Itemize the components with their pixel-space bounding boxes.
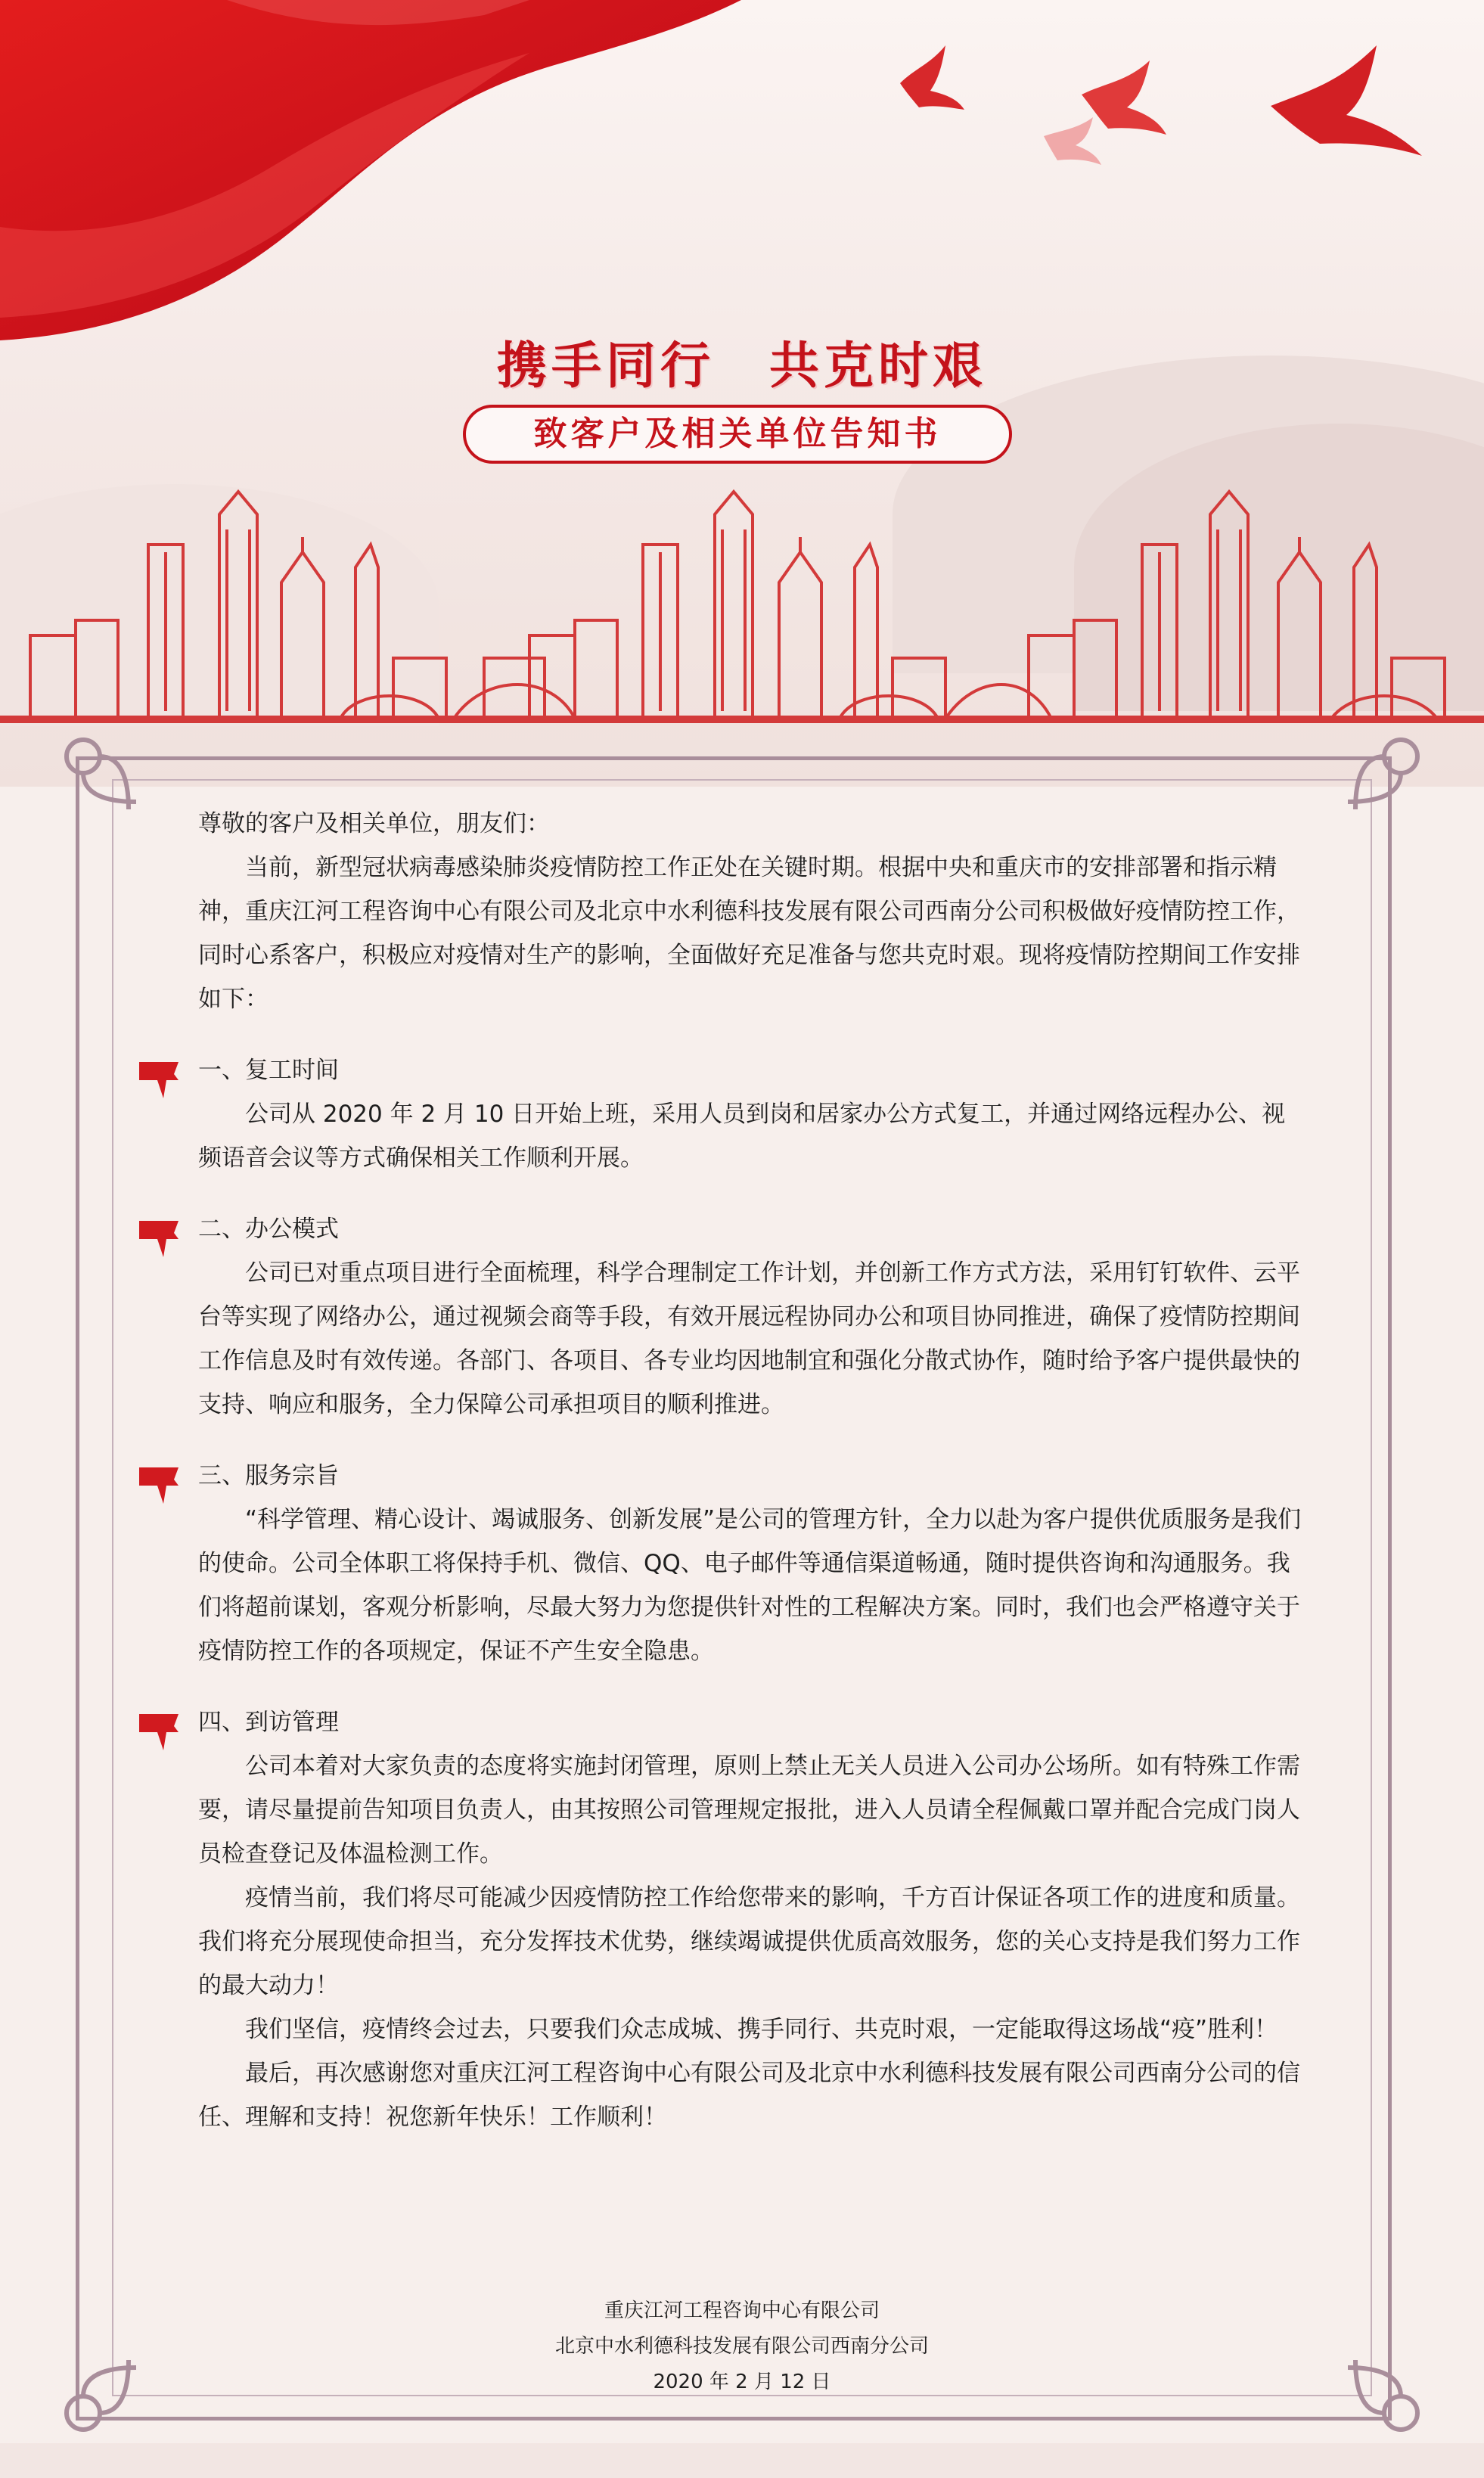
- signature-date: 2020 年 2 月 12 日: [653, 2371, 831, 2393]
- page-title: 携手同行 共克时艰: [497, 337, 987, 395]
- intro-paragraph: 当前，新型冠状病毒感染肺炎疫情防控工作正处在关键时期。根据中央和重庆市的安排部署和指示精神，重庆江河工程咨询中心有限公司及北京中水利德科技发展有限公司西南分公司积极做好疫情防控工作，同时心系客户，积极应对疫情对生产的影响，全面做好充足准备与您共克时艰。现将疫情防控期间工作安排如下：: [198, 854, 1300, 1013]
- frame-ornament-icon: [1340, 726, 1431, 817]
- red-flag-bullet-icon: [136, 1463, 182, 1505]
- red-flag-graphic: [0, 0, 741, 356]
- header-banner: [0, 0, 1484, 787]
- section-title: 一、复工时间: [198, 1057, 339, 1084]
- section-visitor-management: [198, 1700, 1302, 1876]
- section-body: 公司从 2020 年 2 月 10 日开始上班，采用人员到岗和居家办公方式复工，并通过网络远程办公、视频语音会议等方式确保相关工作顺利开展。: [198, 1101, 1286, 1172]
- footer-strip: [0, 2443, 1484, 2478]
- closing-paragraph: 我们坚信，疫情终会过去，只要我们众志成城、携手同行、共克时艰，一定能取得这场战“疫”胜利！: [245, 2016, 1278, 2043]
- red-flag-bullet-icon: [136, 1057, 182, 1100]
- frame-ornament-icon: [53, 726, 144, 817]
- doves-graphic: [877, 23, 1452, 174]
- section-office-mode: [198, 1207, 1302, 1427]
- section-body: 公司本着对大家负责的态度将实施封闭管理，原则上禁止无关人员进入公司办公场所。如有特殊工作需要，请尽量提前告知项目负责人，由其按照公司管理规定报批，进入人员请全程佩戴口罩并配合完成门岗人员检查登记及体温检测工作。: [198, 1753, 1300, 1868]
- red-flag-bullet-icon: [136, 1709, 182, 1752]
- section-body: “科学管理、精心设计、竭诚服务、创新发展”是公司的管理方针，全力以赴为客户提供优质服务是我们的使命。公司全体职工将保持手机、微信、QQ、电子邮件等通信渠道畅通，随时提供咨询和沟通服务。我们将超前谋划，客观分析影响，尽最大努力为您提供针对性的工程解决方案。同时，我们也会严格遵守关于疫情防控工作的各项规定，保证不产生安全隐患。: [198, 1506, 1302, 1665]
- section-title: 四、到访管理: [198, 1709, 339, 1736]
- section-work-resumption: [198, 1048, 1302, 1180]
- city-skyline-graphic: [0, 484, 1484, 734]
- section-service-purpose: [198, 1454, 1302, 1673]
- closing-paragraph: 最后，再次感谢您对重庆江河工程咨询中心有限公司及北京中水利德科技发展有限公司西南分公司的信任、理解和支持！祝您新年快乐！工作顺利！: [198, 2060, 1300, 2131]
- page-subtitle: 致客户及相关单位告知书: [463, 405, 1012, 464]
- closing-paragraph: 疫情当前，我们将尽可能减少因疫情防控工作给您带来的影响，千方百计保证各项工作的进度和质量。我们将充分展现使命担当，充分发挥技术优势，继续竭诚提供优质高效服务，您的关心支持是我们努力工作的最大动力！: [198, 1884, 1300, 1999]
- section-body: 公司已对重点项目进行全面梳理，科学合理制定工作计划，并创新工作方式方法，采用钉钉软件、云平台等实现了网络办公，通过视频会商等手段，有效开展远程协同办公和项目协同推进，确保了疫情防控期间工作信息及时有效传递。各部门、各项目、各专业均因地制宜和强化分散式协作，随时给予客户提供最快的支持、响应和服务，全力保障公司承担项目的顺利推进。: [198, 1259, 1300, 1418]
- red-flag-bullet-icon: [136, 1216, 182, 1259]
- salutation: 尊敬的客户及相关单位，朋友们：: [198, 810, 550, 837]
- section-title: 三、服务宗旨: [198, 1462, 339, 1489]
- signature-company: 北京中水利德科技发展有限公司西南分公司: [554, 2335, 929, 2358]
- signature-company: 重庆江河工程咨询中心有限公司: [604, 2299, 880, 2322]
- signature-block: [0, 2293, 1484, 2400]
- letter-body: [198, 802, 1302, 2139]
- section-title: 二、办公模式: [198, 1216, 339, 1243]
